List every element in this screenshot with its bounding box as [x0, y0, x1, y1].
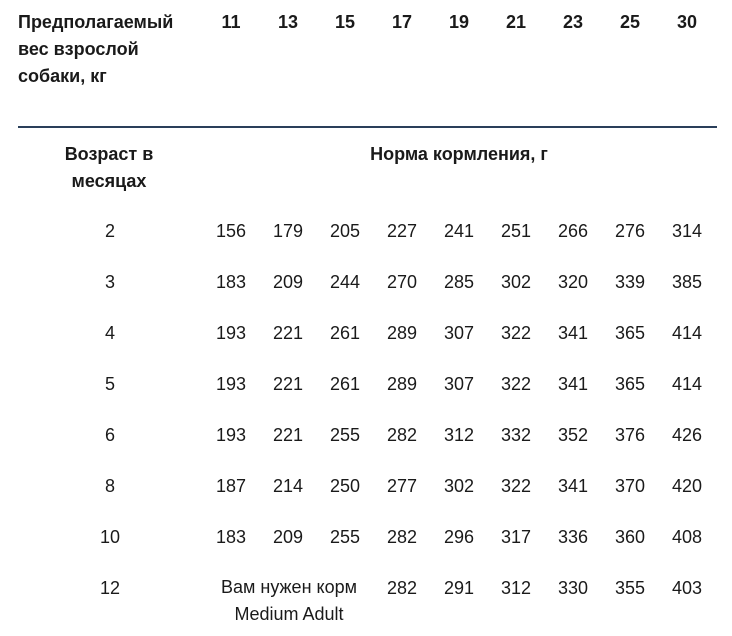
weight-col-13: 13 — [277, 12, 299, 32]
norm-value-cell: 261 — [329, 323, 361, 343]
age-cell: 6 — [104, 425, 115, 445]
norm-value-cell: 426 — [671, 425, 703, 445]
age-cell: 8 — [104, 476, 115, 496]
age-cell: 12 — [99, 578, 121, 598]
age-header-label: Возраст в месяцах — [64, 144, 154, 191]
norm-value-cell: 312 — [443, 425, 475, 445]
norm-value-cell: 341 — [557, 374, 589, 394]
norm-value-cell: 179 — [272, 221, 304, 241]
norm-value-cell: 255 — [329, 527, 361, 547]
norm-value-cell: 336 — [557, 527, 589, 547]
table-row — [0, 420, 732, 450]
norm-value-cell: 282 — [386, 527, 418, 547]
norm-value-cell: 244 — [329, 272, 361, 292]
norm-value-cell: 183 — [215, 527, 247, 547]
norm-value-cell: 322 — [500, 374, 532, 394]
food-recommendation-note: Вам нужен корм Medium Adult — [220, 577, 357, 624]
norm-value-cell: 266 — [557, 221, 589, 241]
weight-col-25: 25 — [619, 12, 641, 32]
norm-value-cell: 408 — [671, 527, 703, 547]
norm-value-cell: 314 — [671, 221, 703, 241]
norm-value-cell: 414 — [671, 374, 703, 394]
norm-value-cell: 255 — [329, 425, 361, 445]
weight-col-21: 21 — [505, 12, 527, 32]
table-row — [0, 522, 732, 552]
norm-value-cell: 282 — [386, 578, 418, 598]
age-cell: 5 — [104, 374, 115, 394]
norm-value-cell: 193 — [215, 323, 247, 343]
norm-value-cell: 312 — [500, 578, 532, 598]
norm-value-cell: 276 — [614, 221, 646, 241]
norm-value-cell: 352 — [557, 425, 589, 445]
norm-value-cell: 209 — [272, 272, 304, 292]
norm-value-cell: 205 — [329, 221, 361, 241]
norm-header-label: Норма кормления, г — [370, 144, 548, 164]
norm-value-cell: 214 — [272, 476, 304, 496]
norm-value-cell: 296 — [443, 527, 475, 547]
norm-value-cell: 187 — [215, 476, 247, 496]
norm-value-cell: 291 — [443, 578, 475, 598]
norm-value-cell: 385 — [671, 272, 703, 292]
norm-value-cell: 420 — [671, 476, 703, 496]
norm-value-cell: 209 — [272, 527, 304, 547]
norm-value-cell: 221 — [272, 323, 304, 343]
weight-col-30: 30 — [676, 12, 698, 32]
table-row — [0, 318, 732, 348]
norm-value-cell: 241 — [443, 221, 475, 241]
norm-value-cell: 289 — [386, 374, 418, 394]
norm-value-cell: 370 — [614, 476, 646, 496]
norm-value-cell: 221 — [272, 425, 304, 445]
norm-value-cell: 270 — [386, 272, 418, 292]
weight-col-19: 19 — [448, 12, 470, 32]
weight-col-11: 11 — [221, 12, 241, 32]
weight-col-17: 17 — [391, 12, 413, 32]
header-divider — [18, 126, 717, 128]
norm-value-cell: 339 — [614, 272, 646, 292]
norm-value-cell: 341 — [557, 476, 589, 496]
weight-col-15: 15 — [334, 12, 356, 32]
norm-value-cell: 193 — [215, 425, 247, 445]
age-cell: 3 — [104, 272, 115, 292]
norm-value-cell: 403 — [671, 578, 703, 598]
norm-value-cell: 251 — [500, 221, 532, 241]
norm-value-cell: 156 — [215, 221, 247, 241]
table-row — [0, 573, 732, 624]
norm-value-cell: 285 — [443, 272, 475, 292]
norm-value-cell: 414 — [671, 323, 703, 343]
norm-value-cell: 332 — [500, 425, 532, 445]
norm-value-cell: 322 — [500, 323, 532, 343]
norm-value-cell: 376 — [614, 425, 646, 445]
norm-value-cell: 282 — [386, 425, 418, 445]
age-cell: 2 — [104, 221, 115, 241]
norm-value-cell: 277 — [386, 476, 418, 496]
norm-value-cell: 317 — [500, 527, 532, 547]
norm-value-cell: 322 — [500, 476, 532, 496]
norm-value-cell: 355 — [614, 578, 646, 598]
weight-col-23: 23 — [562, 12, 584, 32]
norm-value-cell: 183 — [215, 272, 247, 292]
norm-value-cell: 289 — [386, 323, 418, 343]
norm-value-cell: 302 — [443, 476, 475, 496]
table-row — [0, 471, 732, 501]
table-row — [0, 369, 732, 399]
norm-value-cell: 341 — [557, 323, 589, 343]
norm-value-cell: 302 — [500, 272, 532, 292]
norm-value-cell: 307 — [443, 323, 475, 343]
norm-value-cell: 250 — [329, 476, 361, 496]
age-cell: 10 — [99, 527, 121, 547]
table-row — [0, 216, 732, 246]
norm-value-cell: 193 — [215, 374, 247, 394]
norm-value-cell: 365 — [614, 374, 646, 394]
norm-value-cell: 365 — [614, 323, 646, 343]
norm-value-cell: 221 — [272, 374, 304, 394]
norm-value-cell: 320 — [557, 272, 589, 292]
weight-header-label: Предполагаемый вес взрослой собаки, кг — [18, 12, 174, 86]
age-cell: 4 — [104, 323, 115, 343]
norm-value-cell: 261 — [329, 374, 361, 394]
table-row — [0, 267, 732, 297]
norm-value-cell: 227 — [386, 221, 418, 241]
norm-value-cell: 330 — [557, 578, 589, 598]
norm-value-cell: 307 — [443, 374, 475, 394]
norm-value-cell: 360 — [614, 527, 646, 547]
